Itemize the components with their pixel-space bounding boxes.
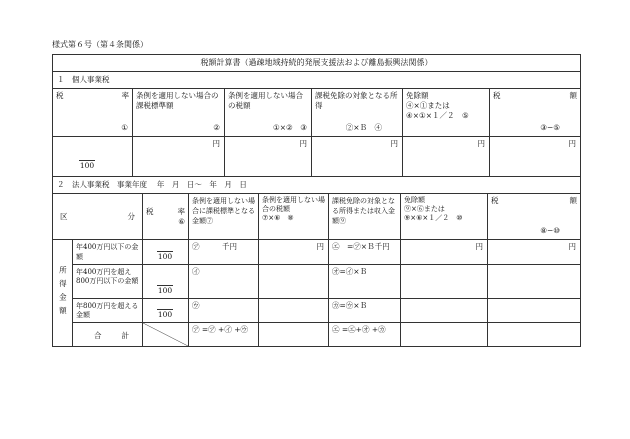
header-col3: 課税免除の対象となる所得または収入金額⑨ [329, 194, 401, 240]
section2-table [52, 193, 581, 347]
row-c4[interactable] [401, 264, 488, 298]
value-tax-amount[interactable]: 円 [225, 137, 312, 177]
row-c5[interactable]: 円 [488, 240, 581, 265]
header-tax-base: 条例を適用しない場合の課税標準額 ② [133, 89, 225, 137]
document-title: 税額計算書（過疎地域持続的発展支援法および離島振興法関係） [53, 55, 581, 72]
value-exempt-income[interactable]: 円 [312, 137, 403, 177]
header-col1: 条例を適用しない場合に課税標準となる金額⑦ [189, 194, 259, 240]
value-exemption[interactable]: 円 [403, 137, 490, 177]
tax-calculation-sheet [52, 54, 580, 347]
section2-heading: ２ 法人事業税 事業年度 年 月 日～ 年 月 日 [53, 177, 581, 194]
total-c1[interactable]: ㋐ =㋐ +㋑ +㋒ [189, 323, 259, 347]
header-col4: 免除額 ⑨×⑥または ⑨×⑥×１／２ ⑩ [401, 194, 488, 240]
total-rate-slash [143, 323, 189, 347]
section1-table [52, 54, 581, 194]
row-c3[interactable]: ㋓ =㋐×Ｂ千円 [329, 240, 401, 265]
header-col2: 条例を適用しない場合の税額 ⑦×⑥ ⑧ [259, 194, 329, 240]
row-rate[interactable]: 100 [143, 264, 189, 298]
row-label: 年800万円を超える金額 [73, 298, 143, 323]
value-tax[interactable]: 円 [490, 137, 581, 177]
row-rate[interactable]: 100 [143, 240, 189, 265]
form-number: 様式第６号（第４条関係） [52, 40, 148, 49]
row-label: 年400万円を超え800万円以下の金額 [73, 264, 143, 298]
row-c3[interactable]: ㋕=㋒×Ｂ [329, 298, 401, 323]
value-rate[interactable]: 100 [53, 137, 133, 177]
header-rate: 税 率 ① [53, 89, 133, 137]
row-c2[interactable] [259, 298, 329, 323]
row-c1[interactable]: ㋐ 千円 [189, 240, 259, 265]
row-c5[interactable] [488, 264, 581, 298]
header-kubun: 区 分 [53, 194, 143, 240]
section1-heading: １ 個人事業税 [53, 72, 581, 89]
row-c4[interactable]: 円 [401, 240, 488, 265]
row-rate[interactable]: 100 [143, 298, 189, 323]
row-c2[interactable] [259, 264, 329, 298]
diagonal-slash [143, 323, 188, 346]
row-c1[interactable]: ㋒ [189, 298, 259, 323]
total-label: 合 計 [73, 323, 143, 347]
row-c5[interactable] [488, 298, 581, 323]
total-c3[interactable]: ㋓ =㋓+㋔ +㋕ [329, 323, 401, 347]
header-tax: 税 額 ③−⑤ [490, 89, 581, 137]
total-c4[interactable] [401, 323, 488, 347]
header-exempt-income: 課税免除の対象となる所得 ②×Ｂ ④ [312, 89, 403, 137]
row-c2[interactable]: 円 [259, 240, 329, 265]
row-c3[interactable]: ㋔=㋑×Ｂ [329, 264, 401, 298]
total-c2[interactable] [259, 323, 329, 347]
group-label-income: 所得金額 [53, 240, 73, 347]
header-col5: 税 額 ⑧−⑩ [488, 194, 581, 240]
row-c1[interactable]: ㋑ [189, 264, 259, 298]
header-rate2: 税 率 ⑥ [143, 194, 189, 240]
total-c5[interactable] [488, 323, 581, 347]
value-tax-base[interactable]: 円 [133, 137, 225, 177]
header-tax-amount: 条例を適用しない場合の税額 ①×② ③ [225, 89, 312, 137]
row-c4[interactable] [401, 298, 488, 323]
header-exemption: 免除額 ④×①または ④×①×１／２ ⑤ [403, 89, 490, 137]
row-label: 年400万円以下の金額 [73, 240, 143, 265]
